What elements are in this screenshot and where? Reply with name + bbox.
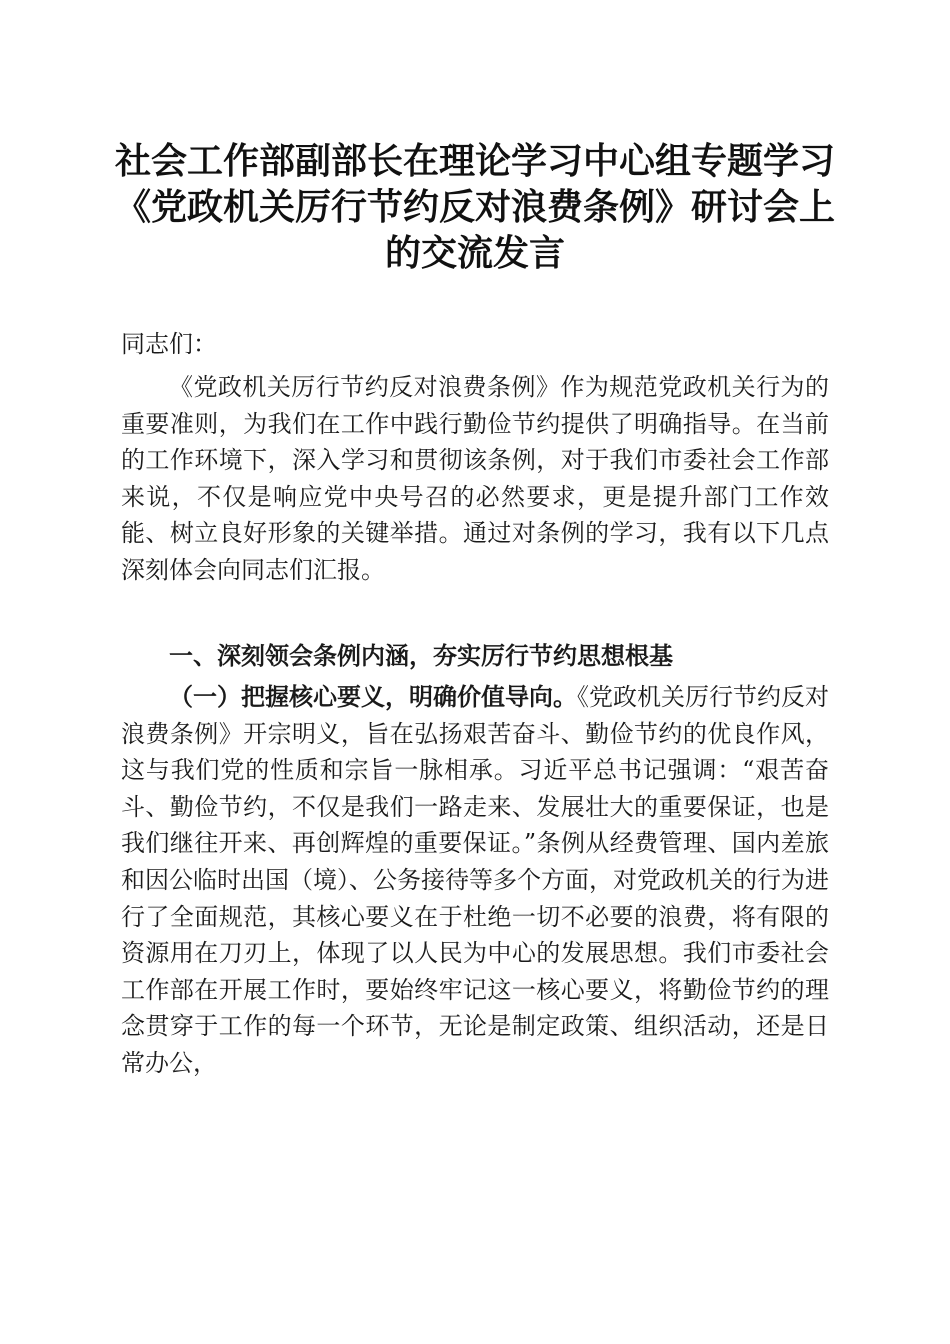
intro-paragraph: 《党政机关厉行节约反对浪费条例》作为规范党政机关行为的重要准则，为我们在工作中践行勤俭节约提供了明确指导。在当前的工作环境下，深入学习和贯彻该条例，对于我们市委社会工作部来说，不仅是响应党中央号召的必然要求，更是提升部门工作效能、树立良好形象的关键举措。通过对条例的学习，我有以下几点深刻体会向同志们汇报。 (121, 373, 829, 584)
subsection-lead: （一）把握核心要义，明确价值导向。 (169, 682, 577, 711)
title-line-1: 社会工作部副部长在理论学习中心组专题学习 (114, 140, 835, 182)
title-line-2: 《党政机关厉行节约反对浪费条例》研讨会上 (114, 186, 835, 228)
title-line-3: 的交流发言 (384, 232, 565, 274)
section-heading-1: 一、深刻领会条例内涵，夯实厉行节约思想根基 (169, 642, 673, 670)
subsection-text: 《党政机关厉行节约反对浪费条例》开宗明义，旨在弘扬艰苦奋斗、勤俭节约的优良作风，这与我们党的性质和宗旨一脉相承。习近平总书记强调：“艰苦奋斗、勤俭节约，不仅是我们一路走来、发展壮大的重要保证，也是我们继往开来、再创辉煌的重要保证。”条例从经费管理、国内差旅和因公临时出国（境）、公务接待等多个方面，对党政机关的行为进行了全面规范，其核心要义在于杜绝一切不必要的浪费，将有限的资源用在刀刃上，体现了以人民为中心的发展思想。我们市委社会工作部在开展工作时，要始终牢记这一核心要义，将勤俭节约的理念贯穿于工作的每一个环节，无论是制定政策、组织活动，还是日常办公， (121, 683, 829, 1077)
salutation: 同志们： (121, 330, 217, 358)
document-title (90, 138, 860, 276)
subsection-paragraph-1 (121, 679, 829, 1082)
